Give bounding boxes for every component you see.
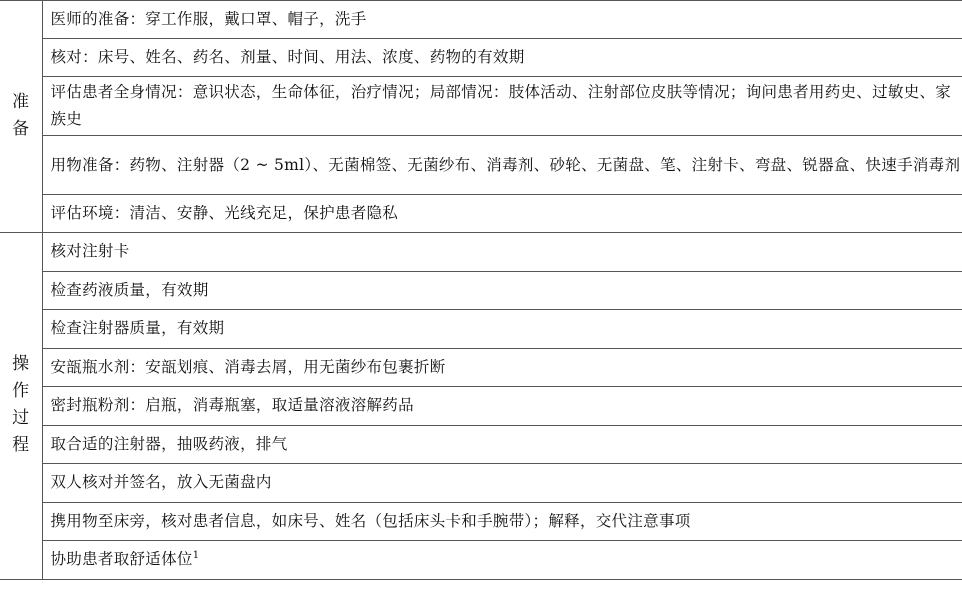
cell-text: 协助患者取舒适体位 xyxy=(50,550,193,569)
table-cell: 核对：床号、姓名、药名、剂量、时间、用法、浓度、药物的有效期 xyxy=(42,39,962,77)
table-row xyxy=(0,136,962,195)
footnote-marker: 1 xyxy=(192,550,200,562)
table-cell: 核对注射卡 xyxy=(42,233,962,272)
table-cell: 安瓿瓶水剂：安瓿划痕、消毒去屑，用无菌纱布包裹折断 xyxy=(42,348,962,387)
table-row xyxy=(0,233,962,272)
section-label-prep xyxy=(0,1,42,233)
table-cell: 评估环境：清洁、安静、光线充足，保护患者隐私 xyxy=(42,195,962,233)
table-cell: 检查注射器质量，有效期 xyxy=(42,310,962,349)
table-cell: 医师的准备：穿工作服，戴口罩、帽子，洗手 xyxy=(42,1,962,39)
table-cell: 取合适的注射器，抽吸药液，排气 xyxy=(42,425,962,464)
table-cell: 携用物至床旁，核对患者信息，如床号、姓名（包括床头卡和手腕带）；解释，交代注意事项 xyxy=(42,502,962,541)
table-cell xyxy=(42,541,962,580)
table-row xyxy=(0,195,962,233)
table-row xyxy=(0,39,962,77)
table-row xyxy=(0,1,962,39)
table-row xyxy=(0,464,962,503)
table-cell: 检查药液质量，有效期 xyxy=(42,271,962,310)
table-cell: 评估患者全身情况：意识状态，生命体征，治疗情况；局部情况：肢体活动、注射部位皮肤等情况；询问患者用药史、过敏史、家族史 xyxy=(42,77,962,136)
section-label-text: 操作过程 xyxy=(12,354,30,456)
table-row xyxy=(0,77,962,136)
table-cell: 双人核对并签名，放入无菌盘内 xyxy=(42,464,962,503)
table-row xyxy=(0,425,962,464)
table-row xyxy=(0,541,962,580)
table-row xyxy=(0,310,962,349)
table-cell: 密封瓶粉剂：启瓶，消毒瓶塞，取适量溶液溶解药品 xyxy=(42,387,962,426)
table-row xyxy=(0,387,962,426)
table-row xyxy=(0,271,962,310)
table-row xyxy=(0,502,962,541)
table-cell: 用物准备：药物、注射器（2 ~ 5ml）、无菌棉签、无菌纱布、消毒剂、砂轮、无菌盘、笔、注射卡、弯盘、锐器盒、快速手消毒剂 xyxy=(42,136,962,195)
table-row xyxy=(0,348,962,387)
section-label-procedure xyxy=(0,233,42,580)
section-label-text: 准备 xyxy=(12,92,30,139)
